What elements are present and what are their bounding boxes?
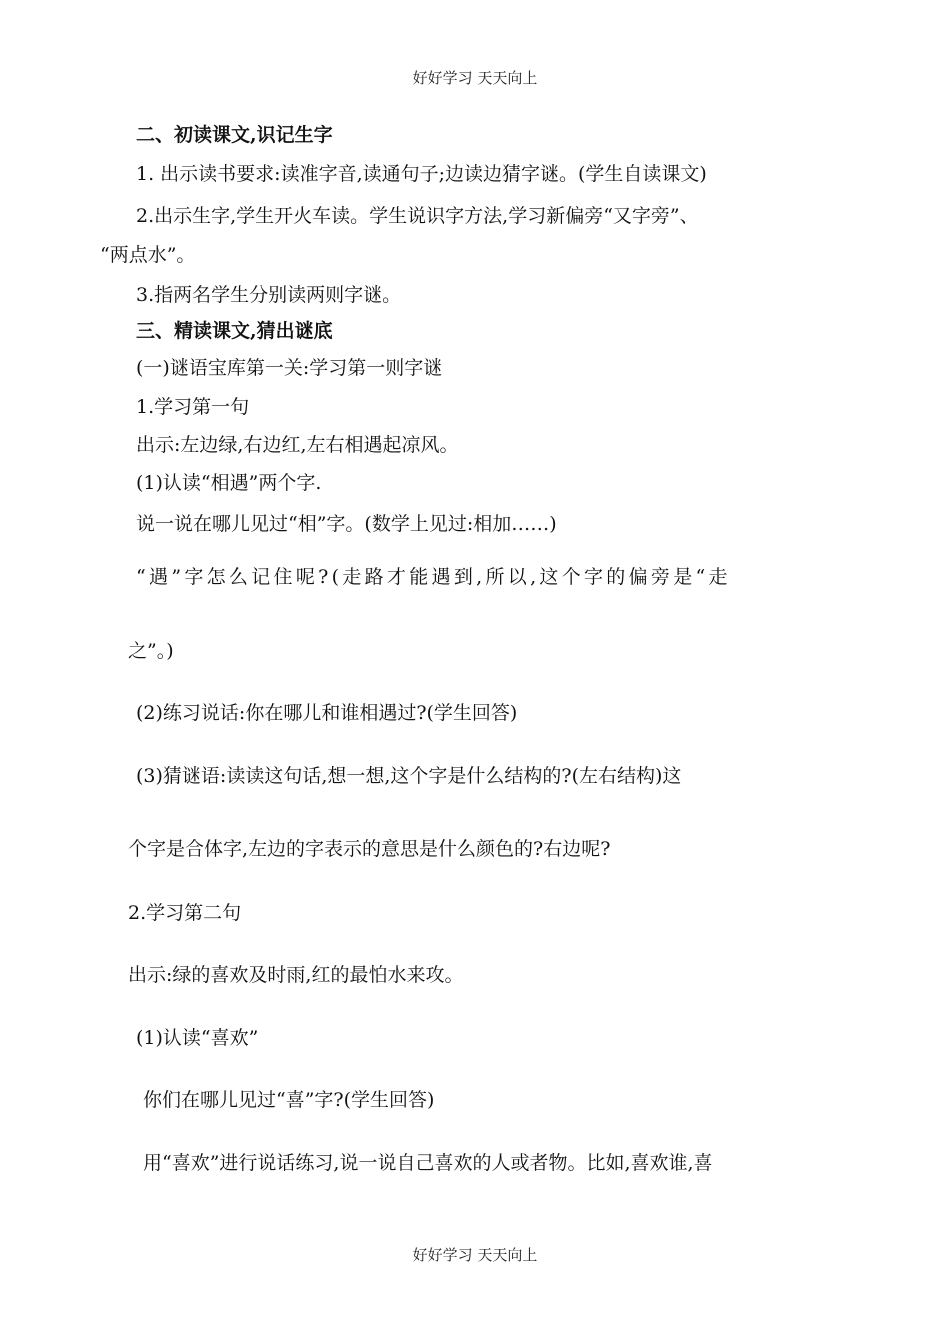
paragraph-line: 出示:左边绿,右边红,左右相遇起凉风。 bbox=[136, 434, 459, 456]
paragraph-line: 1.学习第一句 bbox=[136, 396, 250, 418]
paragraph-line: 3.指两名学生分别读两则字谜。 bbox=[136, 284, 402, 306]
paragraph-line: 出示:绿的喜欢及时雨,红的最怕水来攻。 bbox=[128, 964, 464, 986]
paragraph-line: 2.出示生字,学生开火车读。学生说识字方法,学习新偏旁“又字旁”、 bbox=[136, 205, 699, 227]
paragraph-line: 1. 出示读书要求:读准字音,读通句子;边读边猜字谜。(学生自读课文) bbox=[136, 163, 707, 185]
paragraph-line: 你们在哪儿见过“喜”字?(学生回答) bbox=[143, 1089, 435, 1111]
paragraph-line: 用“喜欢”进行说话练习,说一说自己喜欢的人或者物。比如,喜欢谁,喜 bbox=[143, 1152, 713, 1174]
paragraph-line: 之”。) bbox=[128, 640, 174, 662]
paragraph-line: “遇”字怎么记住呢?(走路才能遇到,所以,这个字的偏旁是“走 bbox=[136, 566, 731, 588]
paragraph-line: (3)猜谜语:读读这句话,想一想,这个字是什么结构的?(左右结构)这 bbox=[136, 765, 682, 787]
page-header: 好好学习 天天向上 bbox=[412, 69, 538, 87]
page-footer: 好好学习 天天向上 bbox=[412, 1246, 538, 1264]
paragraph-line: 2.学习第二句 bbox=[128, 902, 242, 924]
section-heading-2: 二、初读课文,识记生字 bbox=[136, 124, 333, 146]
paragraph-line: (一)谜语宝库第一关:学习第一则字谜 bbox=[136, 357, 443, 379]
paragraph-line: (1)认读“喜欢” bbox=[136, 1027, 259, 1049]
paragraph-line: 说一说在哪儿见过“相”字。(数学上见过:相加……) bbox=[136, 513, 557, 535]
paragraph-line: (1)认读“相遇”两个字. bbox=[136, 472, 322, 494]
paragraph-line: 个字是合体字,左边的字表示的意思是什么颜色的?右边呢? bbox=[128, 838, 611, 860]
paragraph-line: “两点水”。 bbox=[100, 244, 196, 266]
section-heading-3: 三、精读课文,猜出谜底 bbox=[136, 320, 333, 342]
paragraph-line: (2)练习说话:你在哪儿和谁相遇过?(学生回答) bbox=[136, 702, 518, 724]
